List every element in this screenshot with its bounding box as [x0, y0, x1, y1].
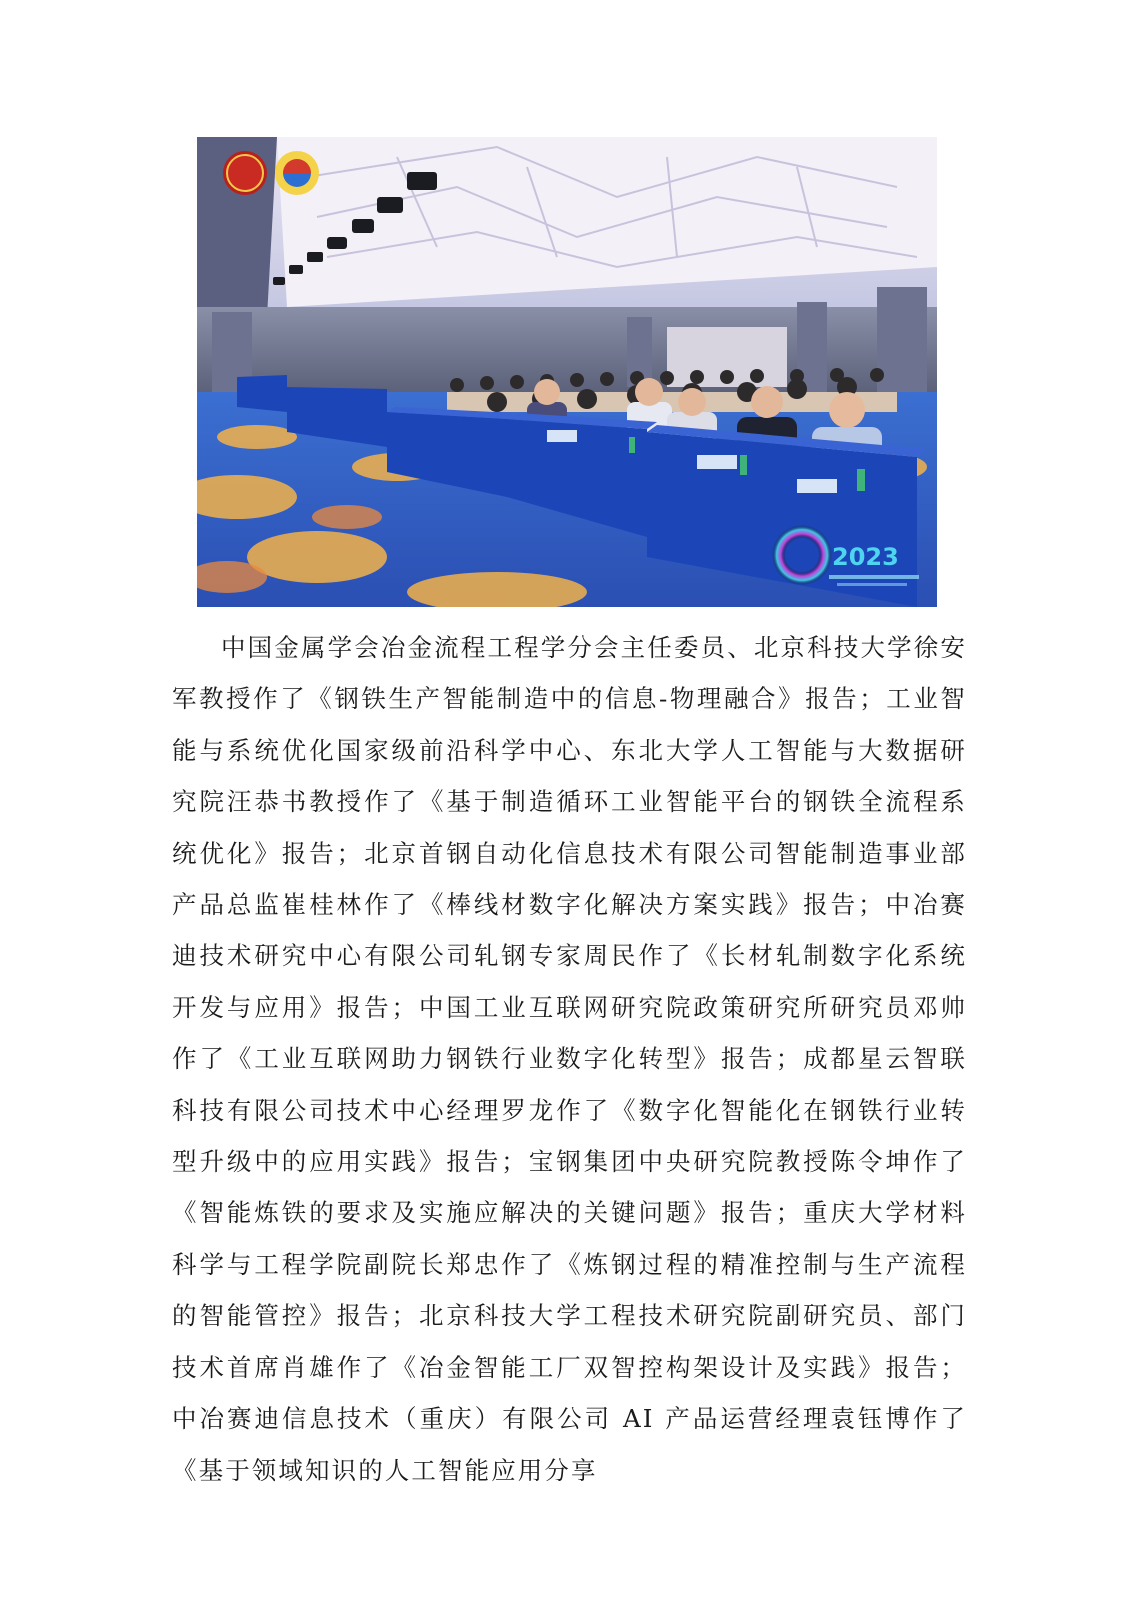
body-paragraph: 中国金属学会冶金流程工程学分会主任委员、北京科技大学徐安军教授作了《钢铁生产智能制造中的信息-物理融合》报告；工业智能与系统优化国家级前沿科学中心、东北大学人工智能与大数据研究院汪恭书教授作了《基于制造循环工业智能平台的钢铁全流程系统优化》报告；北京首钢自动化信息技术有限公司智能制造事业部产品总监崔桂林作了《棒线材数字化解决方案实践》报告；中冶赛迪技术研究中心有限公司轧钢专家周民作了《长材轧制数字化系统开发与应用》报告；中国工业互联网研究院政策研究所研究员邓帅作了《工业互联网助力钢铁行业数字化转型》报告；成都星云智联科技有限公司技术中心经理罗龙作了《数字化智能化在钢铁行业转型升级中的应用实践》报告；宝钢集团中央研究院教授陈令坤作了《智能炼铁的要求及实施应解决的关键问题》报告；重庆大学材料科学与工程学院副院长郑忠作了《炼钢过程的精准控制与生产流程的智能管控》报告；北京科技大学工程技术研究院副研究员、部门技术首席肖雄作了《冶金智能工厂双智控构架设计及实践》报告；中冶赛迪信息技术（重庆）有限公司 AI 产品运营经理袁钰博作了《基于领域知识的人工智能应用分享: [172, 633, 967, 1485]
conference-photo: [197, 137, 937, 607]
banner-year: 2023: [832, 543, 899, 571]
